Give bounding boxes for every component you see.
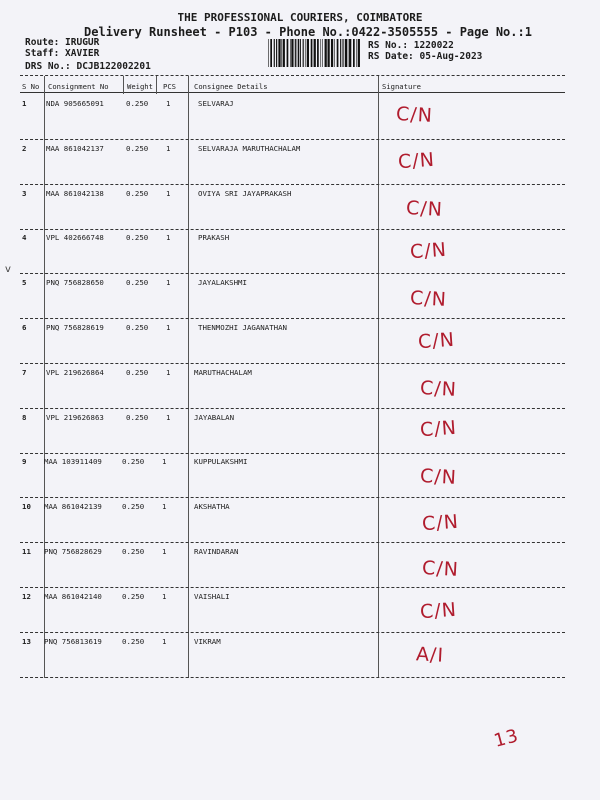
row-signature: C/N — [417, 328, 456, 354]
row-consignee: SELVARAJ — [198, 99, 234, 108]
row-consignee: RAVINDARAN — [194, 547, 239, 556]
row-separator — [20, 318, 565, 319]
col-header-signature: Signature — [382, 82, 421, 91]
col-header-pcs: PCS — [163, 82, 176, 91]
barcode-bar — [320, 39, 321, 67]
barcode-bar — [295, 39, 296, 67]
barcode — [268, 39, 360, 67]
row-consignee: AKSHATHA — [194, 502, 230, 512]
row-separator — [20, 632, 565, 633]
row-sno: 4 — [22, 233, 27, 243]
row-signature: C/N — [419, 377, 458, 401]
row-pcs: 1 — [162, 547, 167, 556]
row-weight: 0.250 — [126, 99, 149, 108]
col-divider-consignment — [123, 76, 124, 94]
row-signature: C/N — [421, 557, 460, 581]
barcode-bar — [349, 39, 351, 67]
row-consignee: SELVARAJA MARUTHACHALAM — [198, 143, 301, 153]
barcode-bar — [307, 39, 309, 67]
row-consignment: MAA 861042137 — [46, 143, 104, 153]
row-consignee: PRAKASH — [198, 233, 230, 243]
route-label: Route: IRUGUR — [25, 37, 100, 48]
row-consignment: VPL 219626864 — [46, 367, 104, 377]
row-separator — [20, 139, 565, 140]
row-weight: 0.250 — [126, 367, 149, 377]
row-consignee: JAYALAKSHMI — [198, 278, 247, 288]
barcode-bar — [300, 39, 301, 67]
row-signature: C/N — [397, 148, 436, 174]
row-signature: C/N — [421, 510, 460, 536]
row-sno: 10 — [22, 502, 31, 512]
barcode-bar — [345, 39, 347, 67]
row-sno: 9 — [22, 457, 27, 467]
barcode-bar — [283, 39, 285, 67]
row-consignee: THENMOZHI JAGANATHAN — [198, 323, 287, 332]
row-weight: 0.250 — [126, 188, 149, 198]
row-signature: C/N — [419, 416, 458, 442]
row-weight: 0.250 — [122, 457, 145, 467]
row-consignment: PNQ 756813619 — [44, 636, 102, 646]
col-header-sno: S No — [22, 82, 40, 91]
col-header-weight: Weight — [127, 82, 153, 91]
row-separator — [20, 229, 565, 230]
row-signature: C/N — [419, 465, 458, 489]
row-pcs: 1 — [166, 233, 171, 243]
barcode-bar — [353, 39, 355, 67]
row-pcs: 1 — [166, 143, 171, 153]
row-consignee: MARUTHACHALAM — [194, 367, 252, 377]
barcode-bar — [356, 39, 357, 67]
row-signature: A/I — [415, 643, 445, 667]
barcode-bar — [317, 39, 319, 67]
row-signature: C/N — [409, 238, 448, 264]
barcode-bar — [322, 39, 323, 67]
barcode-bar — [348, 39, 349, 67]
row-sno: 5 — [22, 278, 27, 288]
barcode-bar — [281, 39, 282, 67]
row-consignment: NDA 905665091 — [46, 99, 104, 108]
barcode-bar — [314, 39, 316, 67]
row-consignment: MAA 861042139 — [44, 502, 102, 512]
barcode-bar — [328, 39, 330, 67]
barcode-bar — [331, 39, 333, 67]
row-signature: C/N — [419, 598, 458, 624]
row-weight: 0.250 — [122, 502, 145, 512]
row-sno: 7 — [22, 367, 27, 377]
row-consignment: PNQ 756828650 — [46, 278, 104, 288]
barcode-bar — [270, 39, 272, 67]
runsheet-subtitle: Delivery Runsheet - P103 - Phone No.:0422-3505555 - Page No.:1 — [84, 25, 532, 39]
row-consignment: MAA 861042140 — [44, 591, 102, 601]
col-header-consignee: Consignee Details — [194, 82, 268, 91]
row-weight: 0.250 — [126, 412, 149, 422]
row-pcs: 1 — [166, 188, 171, 198]
row-separator — [20, 273, 565, 274]
header-top-rule — [20, 75, 565, 76]
row-consignee: OVIYA SRI JAYAPRAKASH — [198, 188, 292, 198]
row-pcs: 1 — [166, 367, 171, 377]
row-weight: 0.250 — [122, 547, 145, 556]
barcode-bar — [325, 39, 327, 67]
page-count-mark: 13 — [491, 725, 522, 752]
row-sno: 3 — [22, 188, 27, 198]
row-sno: 2 — [22, 143, 27, 153]
col-divider-weight — [156, 76, 157, 94]
row-consignee: VAISHALI — [194, 591, 230, 601]
rs-date: RS Date: 05-Aug-2023 — [368, 51, 483, 62]
barcode-bar — [303, 39, 304, 67]
barcode-bar — [340, 39, 341, 67]
barcode-bar — [305, 39, 306, 67]
row-separator — [20, 542, 565, 543]
row-pcs: 1 — [166, 99, 171, 108]
drs-number: DRS No.: DCJB122002201 — [25, 61, 151, 72]
row-separator — [20, 677, 565, 678]
row-consignment: MAA 103911409 — [44, 457, 102, 467]
barcode-bar — [358, 39, 360, 67]
row-weight: 0.250 — [126, 323, 149, 332]
barcode-bar — [334, 39, 335, 67]
barcode-bar — [297, 39, 298, 67]
barcode-bar — [290, 39, 291, 67]
row-consignment: PNQ 756828619 — [46, 323, 104, 332]
row-sno: 13 — [22, 636, 31, 646]
row-pcs: 1 — [162, 636, 167, 646]
barcode-bar — [311, 39, 313, 67]
row-signature: C/N — [409, 287, 448, 311]
row-weight: 0.250 — [122, 591, 145, 601]
row-sno: 12 — [22, 591, 31, 601]
row-separator — [20, 587, 565, 588]
row-sno: 11 — [22, 547, 31, 556]
barcode-bar — [291, 39, 293, 67]
col-header-consignment: Consignment No — [48, 82, 109, 91]
rs-number: RS No.: 1220022 — [368, 40, 454, 51]
row-separator — [20, 408, 565, 409]
row-pcs: 1 — [166, 412, 171, 422]
row-sno: 1 — [22, 99, 27, 108]
row-consignment: VPL 402666748 — [46, 233, 104, 243]
barcode-bar — [268, 39, 269, 67]
company-title: THE PROFESSIONAL COURIERS, COIMBATORE — [177, 11, 423, 24]
barcode-bar — [278, 39, 280, 67]
barcode-bar — [276, 39, 277, 67]
barcode-bar — [298, 39, 299, 67]
row-sno: 6 — [22, 323, 27, 332]
barcode-bar — [274, 39, 275, 67]
row-pcs: 1 — [166, 278, 171, 288]
row-signature: C/N — [405, 197, 444, 221]
row-pcs: 1 — [162, 502, 167, 512]
row-separator — [20, 453, 565, 454]
row-consignment: MAA 861042138 — [46, 188, 104, 198]
row-consignment: VPL 219626863 — [46, 412, 104, 422]
row-signature: C/N — [395, 103, 434, 127]
row-consignee: KUPPULAKSHMI — [194, 457, 248, 467]
header-bottom-rule — [20, 92, 565, 93]
row-consignment: PNQ 756828629 — [44, 547, 102, 556]
row-pcs: 1 — [166, 323, 171, 332]
margin-mark: v — [5, 264, 11, 275]
row-separator — [20, 497, 565, 498]
staff-label: Staff: XAVIER — [25, 48, 100, 59]
row-weight: 0.250 — [126, 278, 149, 288]
row-weight: 0.250 — [122, 636, 145, 646]
row-pcs: 1 — [162, 591, 167, 601]
row-weight: 0.250 — [126, 143, 149, 153]
barcode-bar — [342, 39, 343, 67]
row-consignee: JAYABALAN — [194, 412, 235, 422]
row-sno: 8 — [22, 412, 27, 422]
row-separator — [20, 363, 565, 364]
barcode-bar — [287, 39, 289, 67]
barcode-bar — [337, 39, 339, 67]
row-consignee: VIKRAM — [194, 636, 221, 646]
row-pcs: 1 — [162, 457, 167, 467]
row-weight: 0.250 — [126, 233, 149, 243]
row-separator — [20, 184, 565, 185]
